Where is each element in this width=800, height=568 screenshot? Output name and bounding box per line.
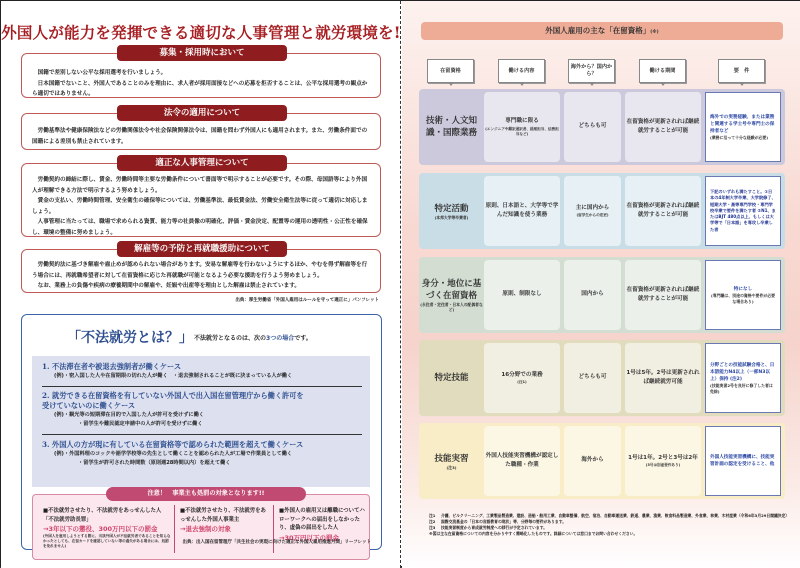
cell-text: 原則、制限なし: [502, 291, 542, 298]
cell-text: 外国人技能実習機構が認定した職種・作業: [485, 452, 559, 468]
cell-text: 専門職に限る: [505, 118, 539, 125]
origin-cell: [564, 260, 621, 330]
period-cell: [625, 176, 701, 246]
row-designated-activities: [419, 173, 785, 249]
penalty-text: →3年以下の懲役、300万円以下の罰金: [43, 525, 158, 533]
status-label: 技術・人文知識・国際業務: [425, 116, 477, 138]
note-text: 国際交流基金の「日本の言語教育の現状」等、分野毎の要件があります。: [441, 519, 566, 524]
subtitle-highlight: 3つの場合: [266, 335, 295, 342]
penalty-note: (外国人を雇用しようとする際に、当該外国人が不法就労者であることを知らなかったとしても、在留カードを確認していない等の過失がある場合には、処罰を免れません): [43, 534, 171, 548]
status-note: (永住者・定住者・日本人の配偶者など): [420, 302, 483, 312]
penalty-subject: ■外国人の雇用又は離職についてハローワークへの届出をしなかったり、虚偽の届出をした人: [279, 508, 365, 531]
penalty-column-3: [279, 507, 365, 543]
cell-note: (エンジニアや翻訳通訳者、経理担当、法務担当など): [485, 126, 559, 136]
case-1: [32, 362, 370, 381]
row-engineer-specialist: [419, 89, 785, 165]
residence-status-title: [421, 22, 783, 40]
column-header-period: 働ける期間: [639, 59, 686, 83]
work-content-cell: [484, 343, 560, 413]
status-name: [419, 173, 484, 249]
origin-cell: [564, 426, 621, 496]
cell-text: 1号は5年。2号は更新されれば継続就労可能: [626, 369, 700, 385]
requirements-cell: [705, 260, 781, 330]
section-recruitment: [21, 48, 381, 98]
case-heading: 2. 就労できる在留資格を有していない外国人で出入国在留管理庁から働く許可を受けていないのに働くケース: [42, 391, 304, 410]
cell-text: 在留資格が更新されれば継続就労することが可能: [626, 118, 700, 134]
right-page: [402, 1, 800, 568]
req-note: (業務に沿って十分な経験が必要): [710, 134, 769, 140]
row-specified-skilled-worker: [419, 340, 785, 416]
illegal-work-box: [21, 314, 382, 550]
cell-text: どちらも可: [578, 374, 607, 381]
column-header-work-content: 働ける内容: [498, 59, 545, 83]
case-3: [32, 440, 370, 468]
section-heading: 解雇等の予防と再就職援助について: [117, 241, 287, 257]
illegal-work-subtitle: [194, 333, 312, 342]
row-technical-intern: [419, 423, 785, 499]
work-content-cell: [484, 426, 560, 496]
paragraph: なお、業務上の負傷や疾病の療養期間中の解雇や、妊娠や出産等を理由とした解雇は禁止されています。: [37, 283, 300, 289]
section-heading: 法令の適用について: [117, 105, 287, 121]
title-note: (※): [650, 30, 659, 35]
case-example: (例)・観光等の短期滞在目的で入国した人が許可を受けずに働く: [54, 412, 204, 418]
cases-panel: [32, 356, 370, 487]
employer-penalty-box: [32, 490, 370, 560]
status-name: [419, 89, 484, 165]
column-header-status: 在留資格: [427, 59, 474, 83]
note-text: 介護、ビルクリーニング、工業製品製造業、建設、造船・舶用工業、自動車整備、航空、宿泊、自動車運送業、鉄道、農業、漁業、飲食料品製造業、外食業、林業、木材産業（令和6年3月29日閣議決定）: [441, 513, 790, 518]
penalty-column-1: [43, 507, 171, 549]
status-name: [419, 340, 484, 416]
left-page: [1, 1, 401, 568]
period-cell: [625, 426, 701, 496]
req-text: 海外での実務経験、または業務と関連する学士号や専門士の保持者など: [710, 114, 775, 134]
period-cell: [625, 343, 701, 413]
penalty-subject: ■不法就労させたり、不法就労をあっせんした外国人事業主: [180, 508, 266, 523]
paragraph: 賃金の支払い、労働時間管理、安全衛生の確保等については、労働基準法、最低賃金法、労働安全衛生法等に従って適切に対応しましょう。: [32, 198, 368, 215]
penalty-text: →退去強制の対象: [180, 525, 231, 533]
case-example: ・留学生が許可された時間数（原則週28時間以内）を超えて働く: [78, 460, 231, 466]
status-note: (注3): [446, 464, 457, 470]
status-label: 身分・地位に基づく在留資格: [421, 279, 482, 301]
case-heading: 1. 不法滞在者や被退去強制者が働くケース: [42, 362, 182, 371]
cell-text: どちらも可: [578, 123, 607, 130]
title-text: 外国人雇用の主な「在留資格」: [545, 26, 651, 35]
cell-text: 国内から: [581, 291, 604, 298]
column-header-origin: 海外から？国内から？: [568, 59, 615, 83]
req-note: (専門職は、別途の資格や要件が必要な場合あり): [710, 292, 776, 304]
cell-text: 原則、日本語と、大学等で学んだ知識を使う業務: [485, 202, 559, 218]
status-note: (本邦大学等卒業者): [434, 214, 469, 220]
section-heading: 適正な人事管理について: [117, 155, 287, 171]
origin-cell: [564, 343, 621, 413]
section-body: [22, 164, 380, 244]
paragraph: 労働契約法に基づき解雇や雇止めが認められない場合があります。安易な解雇等を行わないようにするほか、やむを得ず解雇等を行う場合には、再就職希望者に対して在留資格に応じた再就職が可能となるよう必要な援助を行うよう努めましょう。: [32, 262, 368, 279]
section-body: [22, 250, 380, 298]
section-hr-management: [21, 158, 381, 237]
req-text: 特になし: [733, 286, 753, 292]
paragraph: 国籍で差別しない公平な採用選考を行いましょう。: [37, 70, 167, 76]
penalty-column-2: [180, 507, 268, 534]
section-dismissal: [21, 244, 381, 293]
note-mark: 注1: [429, 513, 436, 518]
note-text: 技能実習制度から育成就労制度への移行が予定されています。: [441, 525, 548, 530]
requirements-cell: [705, 426, 781, 496]
source-citation: 出典：厚生労働省「外国人雇用はルールを守って適正に」パンフレット: [235, 298, 379, 303]
work-content-cell: [484, 176, 560, 246]
status-label: 技能実習: [434, 453, 469, 464]
paragraph: 労働基準法や健康保険法などの労働関係法令や社会保険関係法令は、国籍を問わず外国人にも適用されます。また、労働条件面での国籍による差別も禁止されています。: [32, 128, 368, 145]
status-label: 特定技能: [434, 373, 469, 383]
work-content-cell: [484, 92, 560, 162]
column-divider: [174, 505, 175, 553]
paragraph: 日本国籍でないこと、外国人であることのみを理由に、求人者が採用面接などへの応募を拒否することは、公平な採用選考の観点から適切ではありません。: [32, 80, 368, 97]
page-title: 外国人が能力を発揮できる適切な人事管理と就労環境を!: [1, 23, 401, 42]
cell-text: 在留資格が更新されれば継続就労することが可能: [626, 202, 700, 218]
column-header-requirements: 要 件: [718, 59, 765, 83]
requirements-cell: [705, 343, 781, 413]
note-mark: 注3: [429, 525, 436, 530]
cell-text: 1号は1年。2号と3号は2年: [628, 454, 698, 461]
requirements-cell: [705, 176, 781, 246]
source-citation: 出典：出入国在留管理庁「共生社会の実現に向けた適正な外国人雇用推進月間」リーフレット: [182, 540, 371, 545]
cell-note: (留学生からの変更): [576, 213, 609, 218]
fold-line: [400, 1, 401, 568]
origin-cell: [564, 176, 621, 246]
period-cell: [625, 260, 701, 330]
status-label: 特定活動: [434, 203, 469, 214]
cell-text: 海外から: [581, 457, 604, 464]
cell-text: 主に国内から: [575, 204, 610, 211]
req-text: 下記のいずれも満たすこと。①日本の4年制大学卒業、大学院修了、短期大学・高等専門学校・専門学校卒業で要件を満たす者 ②N1、またはBJT 480点以上、もしくは大学等で「日本語」を専攻し卒業した者: [710, 189, 776, 232]
status-name: [419, 257, 484, 333]
divider: [42, 386, 362, 387]
divider: [42, 434, 362, 435]
case-example: ・留学生や難民認定申請中の人が許可を受けずに働く: [78, 421, 203, 427]
paragraph: 労働契約の締結に際し、賃金、労働時間等主要な労働条件について書面等で明示することが必要です。その際、母国語等により外国人が理解できる方法で明示するよう努めましょう。: [32, 177, 368, 194]
case-2: [32, 391, 370, 429]
penalty-text: →30万円以下の罰金: [279, 533, 339, 542]
case-example: (例)・外国料理のコックや語学学校等の先生として働くことを認められた人が工場で作業員として働く: [54, 451, 293, 457]
status-name: [419, 423, 484, 499]
case-heading: 3. 外国人の方が現に有している在留資格等で認められた範囲を超えて働くケース: [42, 440, 304, 449]
penalty-subject: ■不法就労させたり、不法就労をあっせんした人「不法就労助長罪」: [43, 508, 162, 523]
column-divider: [273, 505, 274, 553]
row-status-based: [419, 257, 785, 333]
warning-heading: 注意！ 事業主も処罰の対象となります!!: [106, 487, 306, 501]
cell-text: 16分野での業務: [501, 371, 543, 378]
section-heading: 募集・採用時において: [117, 45, 287, 61]
work-content-cell: [484, 260, 560, 330]
req-text: 外国人技能実習機構に、技能実習計画の認定を受けること、他: [710, 455, 775, 467]
footnote-disclaimer: ※図は主な在留資格についての内容を分かりやすく簡略化したものです。詳細については窓口までお問い合わせください。: [429, 531, 638, 536]
paragraph: 人事管理に当たっては、職場で求められる資質、能力等の社員像の明確化、評価・賃金決定、配置等の運用の透明性・公正性を確保し、環境の整備に努めましょう。: [32, 219, 368, 236]
cell-note: (注1): [517, 380, 527, 385]
period-cell: [625, 92, 701, 162]
requirements-cell: [705, 92, 781, 162]
illegal-work-title: 「不法就労とは？」: [67, 330, 193, 346]
case-example: (例)・密入国した人や在留期限の切れた人が働く ・退去強制されることが既に決まっている人が働く: [54, 373, 293, 379]
cell-note: (3号は別途要件あり): [645, 463, 681, 468]
section-body: [22, 54, 380, 106]
cell-text: 在留資格が更新されれば継続就労することが可能: [626, 286, 700, 302]
section-laws: [21, 108, 381, 150]
subtitle-text: です。: [294, 335, 312, 342]
req-note: (技能実習2号を良好に修了した者は免除): [710, 382, 773, 394]
footnotes: [429, 513, 789, 537]
origin-cell: [564, 92, 621, 162]
subtitle-text: 不法就労となるのは、次の: [194, 335, 267, 342]
req-text: 分野ごとの技能試験合格と、日本語能力N4以上（一部N3以上）保持 (注2): [710, 362, 775, 382]
note-mark: 注2: [429, 519, 436, 524]
